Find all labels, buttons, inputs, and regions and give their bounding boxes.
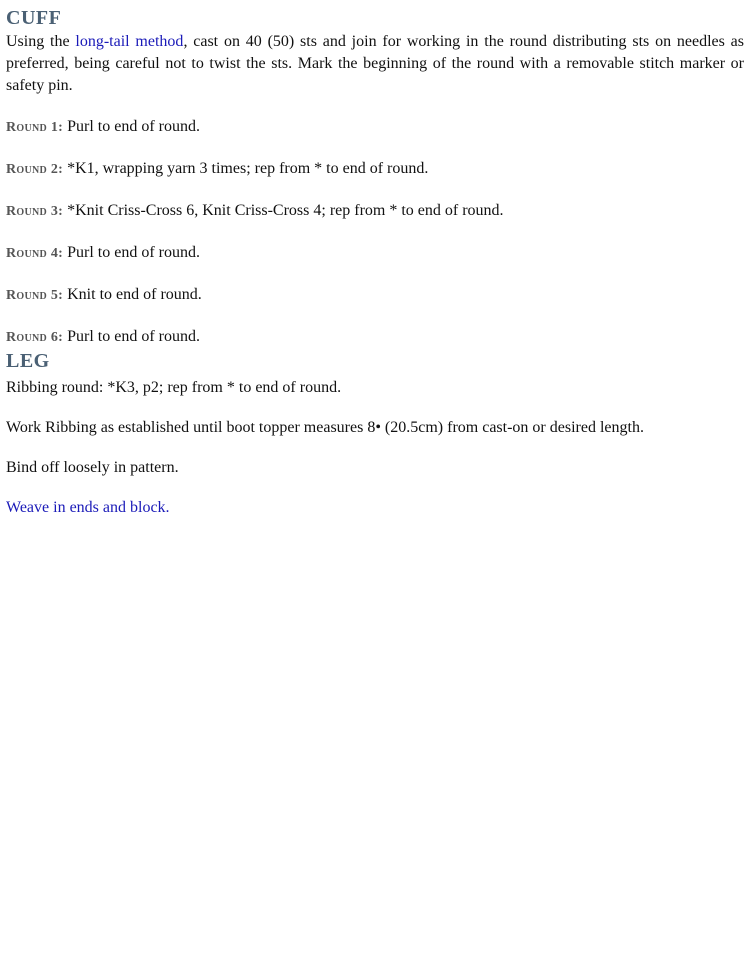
round-3-label: Round 3:: [6, 204, 64, 219]
cuff-intro-text-end: , cast on 40 (50) sts and join for working in the round distributing sts on needles as preferred, being careful not to twist the sts. Mark the beginning of the round with a removable stitch marker or safety pin.: [6, 33, 745, 94]
cuff-intro-text-start: Using the: [6, 33, 76, 50]
round-2-line: [6, 158, 744, 181]
pattern-page: [6, 6, 744, 519]
round-2-label: Round 2:: [6, 162, 64, 177]
round-6-line: [6, 326, 744, 349]
ribbing-round-text: Ribbing round: *K3, p2; rep from * to end of round.: [6, 379, 342, 396]
round-3-line: [6, 200, 744, 223]
cuff-heading: CUFF: [6, 7, 62, 29]
round-6-label: Round 6:: [6, 330, 64, 345]
long-tail-method-link[interactable]: long-tail method: [75, 33, 184, 50]
round-1-label: Round 1:: [6, 120, 64, 135]
cuff-intro-paragraph: [6, 31, 744, 97]
round-4-label: Round 4:: [6, 246, 64, 261]
round-1-text: Purl to end of round.: [63, 118, 200, 135]
round-5-line: [6, 284, 744, 307]
work-ribbing-text: Work Ribbing as established until boot topper measures 8• (20.5cm) from cast-on or desired length.: [6, 419, 644, 436]
round-4-line: [6, 242, 744, 265]
round-5-text: Knit to end of round.: [63, 286, 202, 303]
round-6-text: Purl to end of round.: [63, 328, 200, 345]
weave-in-ends-text: Weave in ends and block.: [6, 499, 170, 516]
round-2-text: *K1, wrapping yarn 3 times; rep from * to end of round.: [63, 160, 429, 177]
round-4-text: Purl to end of round.: [63, 244, 200, 261]
round-1-line: [6, 116, 744, 139]
round-3-text: *Knit Criss-Cross 6, Knit Criss-Cross 4; rep from * to end of round.: [63, 202, 504, 219]
leg-heading: LEG: [6, 350, 50, 372]
bind-off-text: Bind off loosely in pattern.: [6, 459, 179, 476]
round-5-label: Round 5:: [6, 288, 64, 303]
